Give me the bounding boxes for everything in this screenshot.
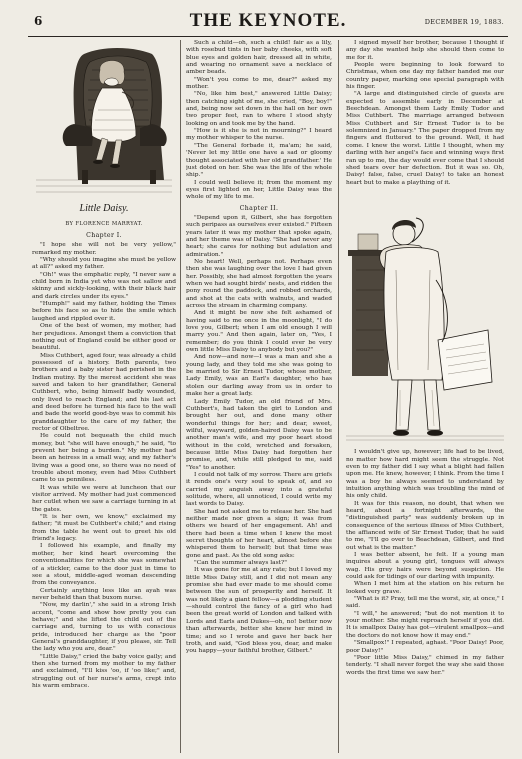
illustration-girl-in-armchair bbox=[32, 40, 176, 201]
body-paragraph: "Why should you imagine she must be yellow at all?" asked my father. bbox=[32, 257, 176, 271]
body-paragraph: It was gone for me at any rate; but I loved my little Miss Daisy still, and I did not mean any promise she had ever made to me should come between the sun of prosperity and herself. It was not likely a giant fellow—a plodding student—should control the fancy of a girl who had been the great world of London and talked with Lords and Earls and Dukes—oh, no! better now than afterwards, better she knew her mind in time; and so I wrote and gave her back her troth, and said, "God bless you, dear, and make you happy—your faithful brother, Gilbert." bbox=[186, 567, 332, 655]
body-paragraph: Miss Cuthbert, aged four, was already a child possessed of a history. Both parents, two brothers and a baby sister had perished in the Indian mutiny. By the merest accident she was saved and taken to her grandfather, General Cuthbert, who, being himself badly wounded, only lived to reach England; and his last act and deed before he turned his face to the wall and bade the world good-bye was to commit his granddaughter to the care of my father, the rector of Olbeltree. bbox=[32, 352, 176, 432]
body-paragraph: I could well believe it; from the moment my eyes first lighted on her, Little Daisy was the whole of my life to me. bbox=[186, 179, 332, 201]
body-paragraph: "It is her own, we know," exclaimed my father; "it must be Cuthbert's child;" and rising from the table he went out to greet his old friend's legacy. bbox=[32, 514, 176, 543]
illustration-young-man-reading-paper bbox=[346, 190, 504, 445]
body-paragraph: And now—and now—I was a man and she a young lady, and they told me she was going to be married to Sir Ernest Tudor, whose mother, Lady Emily, was an Earl's daughter, who has stolen our darling away from us in order to make her a great lady. bbox=[186, 354, 332, 398]
column-3-text bbox=[346, 40, 504, 677]
chapter-2-heading: Chapter II. bbox=[239, 204, 279, 212]
byline: BY FLORENCE MARRYAT. bbox=[65, 220, 143, 227]
column-3 bbox=[346, 40, 504, 753]
page-number: 6 bbox=[34, 14, 43, 28]
body-paragraph: "What is it? Pray, tell me the worst, sir, at once," I said. bbox=[346, 596, 504, 610]
body-paragraph: I was better absent, he felt. If a young man inquires about a young girl, tongues will always wag. His grey hairs were beyond suspicion. He could ask for tidings of our darling with impunity. bbox=[346, 552, 504, 581]
column-rule bbox=[338, 40, 339, 753]
columns bbox=[28, 40, 508, 753]
body-paragraph: "Depend upon it, Gilbert, she has forgotten such peripass as ourselves ever existed." Fifteen years later it was my mother that spoke again, and her theme was of Daisy. "She had never any heart; she cares for nothing but adulation and admiration." bbox=[186, 214, 332, 258]
young-man-reading-paper-illustration bbox=[346, 190, 504, 442]
body-paragraph: Such a child—oh, such a child! fair as a lily, with rosebud tints in her baby cheeks, with soft blue eyes and golden hair, dressed all in white, and wearing no ornament save a necklace of amber beads. bbox=[186, 40, 332, 76]
body-paragraph: It was for this reason, no doubt, that when we heard, about a fortnight afterwards, the "distinguished party" was suddenly broken up in consequence of the serious illness of Miss Cuthbert, the affianced wife of Sir Ernest Tudor, that he said to me, "I'll go over to Beachdean, Gilbert, and find out what is the matter." bbox=[346, 500, 504, 551]
body-paragraph: "The General forbade it, ma'am; he said, 'Never let my little one have a sad or gloomy thought associated with her old grandfather.' He just doted on her. She was the life of the whole ship." bbox=[186, 142, 332, 179]
column-2-text bbox=[186, 40, 332, 656]
body-paragraph: "I hope she will not be very yellow," remarked my mother. bbox=[32, 242, 176, 256]
page-header bbox=[28, 10, 508, 37]
body-paragraph: "A large and distinguished circle of guests are expected to assemble early in December at Beechdean. Amongst them Lady Emily Tudor and Miss Cuthbert. The marriage arranged between Miss Cuthbert and Sir Ernest Tudor is to be solemnized in January." The paper dropped from my fingers and fluttered to the ground. Well, it had come. I knew the worst. Little I thought, when my darling with her angel's face and winning ways first ran up to me, the day would ever come that I should shed tears over her defection. But it was so. Oh, Daisy! false, false, cruel Daisy! to take an honest heart but to make a plaything of it. bbox=[346, 91, 504, 186]
column-2 bbox=[186, 40, 332, 753]
body-paragraph: "No, like him best," answered Little Daisy; then catching sight of me, she cried, "Boy, boy!" and, being now set down in the hall on her own two proper feet, ran to where I stood shyly looking on and took me by the hand. bbox=[186, 91, 332, 127]
body-paragraph: "Poor little Miss Daisy," chimed in my father tenderly. "I shall never forget the way she said those words the first time we saw her." bbox=[346, 654, 504, 676]
body-paragraph: It was while we were at luncheon that our visitor arrived. My mother had just commenced her cutlet when we saw a carriage turning in at the gates. bbox=[32, 484, 176, 513]
girl-in-armchair-illustration bbox=[32, 40, 176, 198]
body-paragraph: "Smallpox!" I repeated, aghast. "Poor Daisy! Poor, poor Daisy!" bbox=[346, 640, 504, 654]
body-paragraph: Lady Emily Tudor, an old friend of Mrs. Cuthbert's, had taken the girl to London and brought her out, and done many other wonderful things for her; and dear, sweet, wilful, wayward, golden-haired Daisy was to be another man's wife, and my poor heart stood without in the cold, wretched and forsaken, because little Miss Daisy had forgotten her promise, and, while still pledged to me, said "Yes" to another. bbox=[186, 398, 332, 471]
body-paragraph: And it might be now she felt ashamed of having said to me once in the moonlight, "I do love you, Gilbert; when I am old enough I will marry you." And then again, later on, "Yes, I remember; do you think I could ever be very own little Miss Daisy to anybody but you?" bbox=[186, 310, 332, 354]
body-paragraph: "Humph!" said my father, holding the Times before his face so as to hide the smile which laughed and rippled over it. bbox=[32, 301, 176, 322]
body-paragraph: I followed his example, and finally my mother, her kind heart overcoming the conventionalities for which she was somewhat of a stickler, came to the door just in time to see a stout, middle-aged woman descending from the conveyance. bbox=[32, 543, 176, 587]
body-paragraph: I signed myself her brother, because I thought if any day she wanted help she should then come to me for it. bbox=[346, 40, 504, 61]
chapter-1-heading: Chapter I. bbox=[86, 232, 122, 240]
body-paragraph: He could not bequeath the child much money, but "she will have enough," he said, "to prevent her being a burden." My mother had been an heiress in a small way, and my father's living was a good one, so there was no need of trouble about money, even had Miss Cuthbert came to us penniless. bbox=[32, 433, 176, 484]
column-1-text bbox=[32, 242, 176, 690]
body-paragraph: "Little Daisy," cried the baby voice gaily; and then she turned from my mother to my father and exclaimed, "I'll kiss 'oo, if 'oo like;" and, struggling out of her nurse's arms, crept into his warm embrace. bbox=[32, 653, 176, 689]
column-rule bbox=[180, 40, 181, 753]
body-paragraph: I could not talk of my sorrow. There are griefs it rends one's very soul to speak of, and so carried my anguish away into a grateful solitude, where, all unnoticed, I could write my last words to Daisy. bbox=[186, 471, 332, 508]
body-paragraph: "How is it she is not in mourning?" I heard my mother whisper to the nurse. bbox=[186, 128, 332, 142]
body-paragraph: "Won't you come to me, dear?" asked my mother. bbox=[186, 76, 332, 91]
body-paragraph: No heart! Well, perhaps not. Perhaps even then she was laughing over the love I had given her. Possibly, she had almost forgotten the years when we had sought birds' nests, and ridden the pony round the paddock, and robbed orchards, and shot at the cats with walnuts, and waded across the stream in charming company. bbox=[186, 258, 332, 310]
body-paragraph: "I will," he answered; "but do not mention it to your mother. She might reproach herself if you did. It is smallpox Daisy has got—virulent smallpox—and the doctors do not know how it may end." bbox=[346, 610, 504, 639]
column-1 bbox=[32, 40, 176, 753]
illustration-caption: Little Daisy. bbox=[79, 203, 129, 215]
body-paragraph: "Now, my darlin'," she said in a strong Irish accent, "come and show how pretty you can behave;" and she lifted the child out of the carriage and, turning to us with conscious pride, introduced her charge as the "poor General's granddaughter, if you please, sir. Tell the lady who you are, dear." bbox=[32, 602, 176, 653]
body-paragraph: Certainly anything less like an ayah was never beheld than that buxom nurse. bbox=[32, 587, 176, 601]
body-paragraph: She had not asked me to release her. She had neither made nor given a sign; it was from others we heard of her engagement. Ah! and there had been a time when I knew the most secret thoughts of her heart, almost before she whispered them to herself; but that time was gone and past. As the old song asks: bbox=[186, 508, 332, 559]
issue-date: DECEMBER 19, 1883. bbox=[424, 18, 504, 26]
body-paragraph: When I met him at the station on his return he looked very grave. bbox=[346, 581, 504, 595]
body-paragraph: People were beginning to look forward to Christmas, when one day my father handed me our country paper, marking one special paragraph with his finger. bbox=[346, 62, 504, 91]
body-paragraph: "Can the summer always last?" bbox=[194, 560, 287, 567]
masthead: THE KEYNOTE. bbox=[189, 10, 347, 31]
body-paragraph: "Oh!" was the emphatic reply, "I never saw a child born in India yet who was not sallow and skinny and sickly-looking, with their black hair and dark circles under its eyes." bbox=[32, 271, 176, 300]
body-paragraph: One of the best of women, my mother, had her prejudices. Amongst them a conviction that nothing out of England could be either good or beautiful. bbox=[32, 323, 176, 352]
body-paragraph: I wouldn't give up, however; life had to be lived, no matter how hard might seem the struggle. Not even to my father did I say what a blight had fallen upon me. He knew, however, I think. From the time I was a boy he always seemed to understand by intuition anything which was troubling the mind of his only child. bbox=[346, 449, 504, 500]
